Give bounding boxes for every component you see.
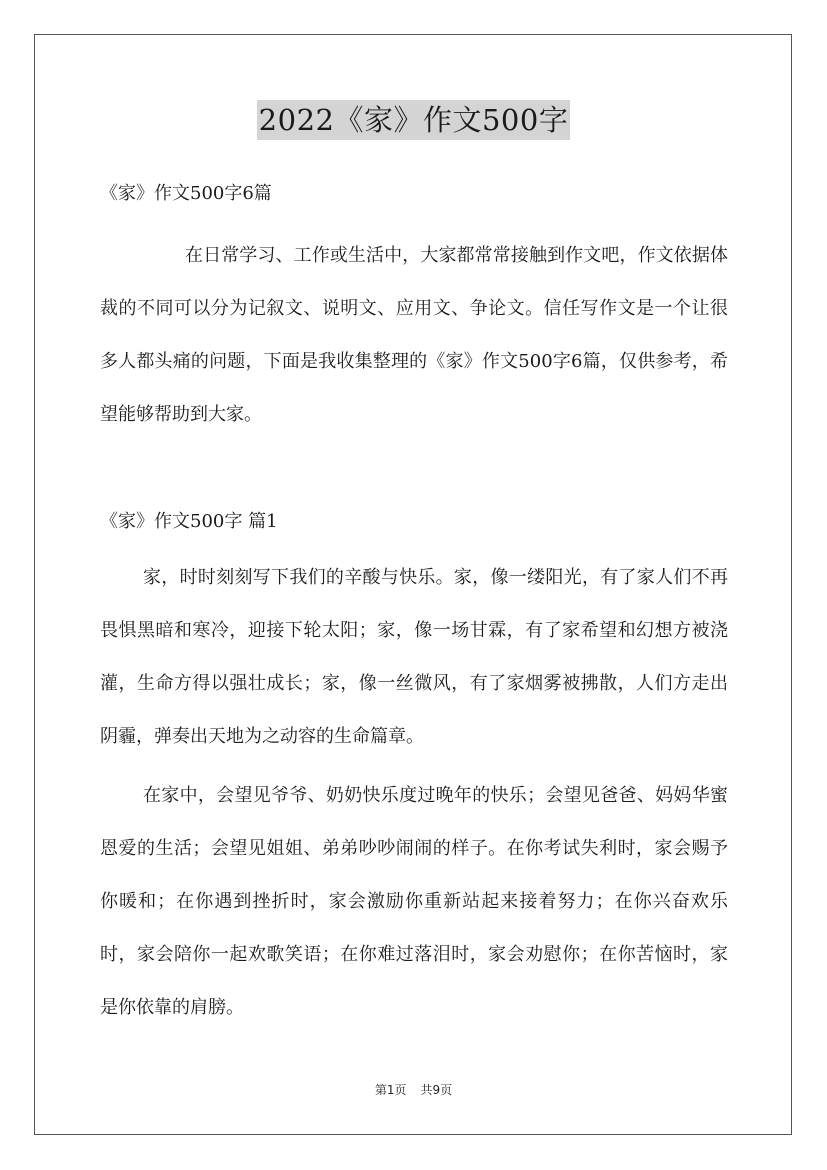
page-footer	[0, 1081, 827, 1098]
title-container	[0, 100, 827, 140]
page-number: 第1页	[374, 1083, 407, 1097]
body-paragraph-2: 在家中，会望见爷爷、奶奶快乐度过晚年的快乐；会望见爸爸、妈妈华蜜恩爱的生活；会望见姐姐、弟弟吵吵闹闹的样子。在你考试失利时，家会赐予你暖和；在你遇到挫折时，家会激励你重新站起来接着努力；在你兴奋欢乐时，家会陪你一起欢歌笑语；在你难过落泪时，家会劝慰你；在你苦恼时，家是你依靠的肩膀。	[100, 785, 728, 1018]
document-body	[100, 175, 728, 1034]
page-total: 共9页	[420, 1083, 453, 1097]
body-paragraph-1: 家，时时刻刻写下我们的辛酸与快乐。家，像一缕阳光，有了家人们不再畏惧黑暗和寒冷，迎接下轮太阳；家，像一场甘霖，有了家希望和幻想方被浇灌，生命方得以强壮成长；家，像一丝微风，有了家烟雾被拂散，人们方走出阴霾，弹奏出天地为之动容的生命篇章。	[100, 567, 728, 747]
section-heading: 《家》作文500字 篇1	[100, 511, 278, 532]
document-title: 2022《家》作文500字	[257, 100, 571, 140]
subtitle: 《家》作文500字6篇	[100, 183, 272, 204]
intro-paragraph: 在日常学习、工作或生活中，大家都常常接触到作文吧，作文依据体裁的不同可以分为记叙文、说明文、应用文、争论文。信任写作文是一个让很多人都头痛的问题，下面是我收集整理的《家》作文500字6篇，仅供参考，希望能够帮助到大家。	[100, 245, 728, 425]
